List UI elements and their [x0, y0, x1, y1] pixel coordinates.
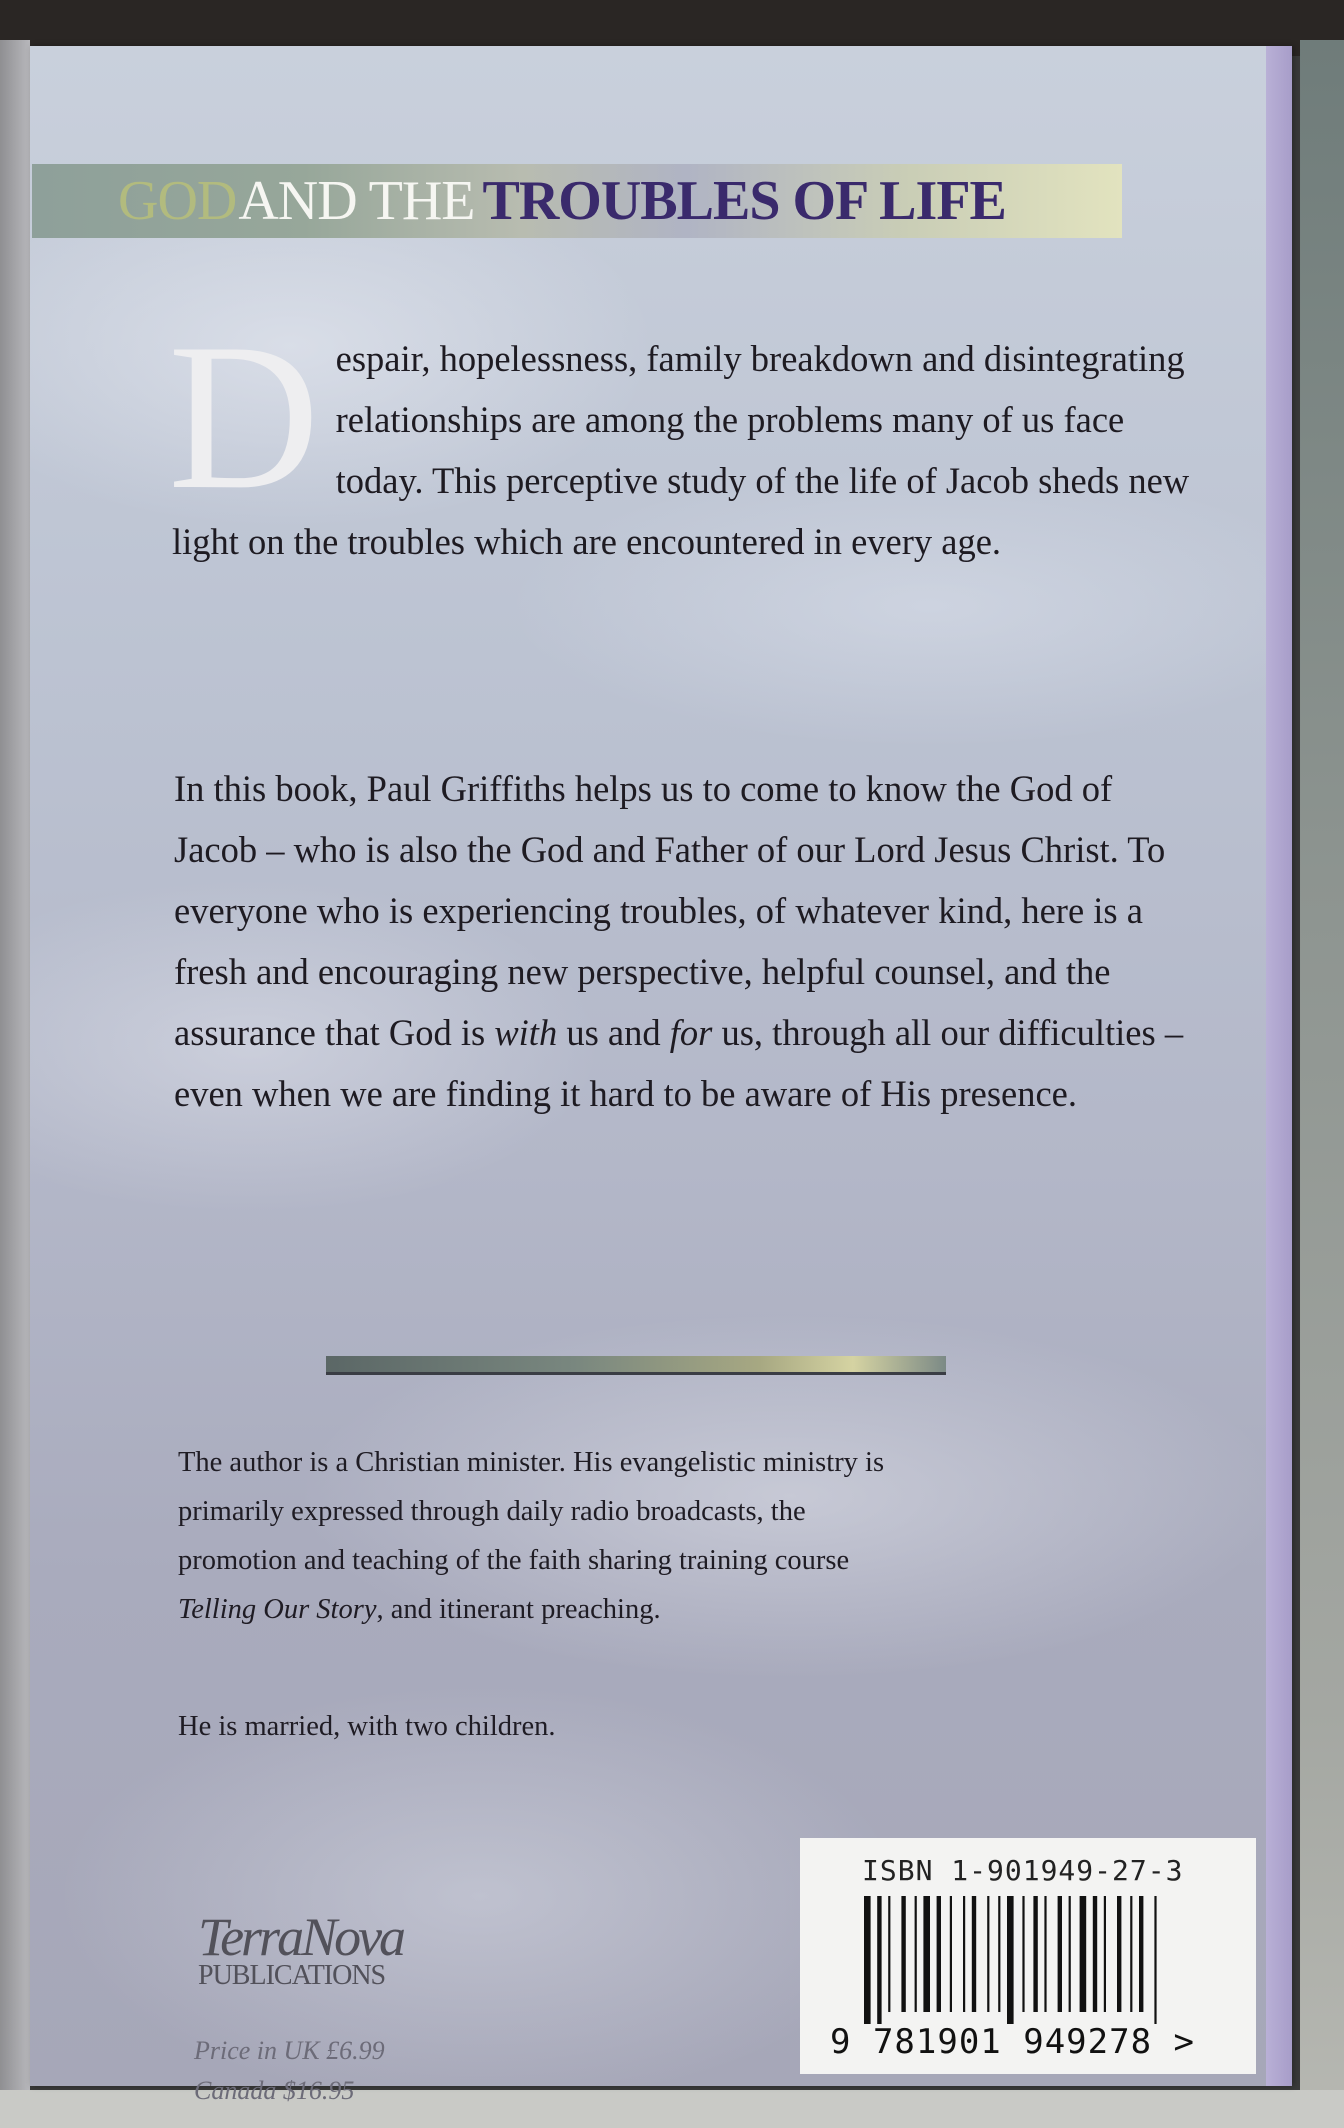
barcode-number: 9 781901 949278 >	[830, 2022, 1195, 2062]
author-bio	[178, 1438, 898, 1634]
barcode-bar	[1033, 1896, 1037, 2012]
publisher-logo	[198, 1907, 404, 1992]
barcode-bar	[972, 1896, 976, 2012]
barcode-bar	[1058, 1896, 1062, 2012]
barcode-bar	[1080, 1896, 1087, 2012]
author-bio-text: The author is a Christian minister. His evangelistic ministry is primarily expressed through daily radio broadcasts, the promotion and teaching of the faith sharing training course	[178, 1447, 885, 1576]
drop-cap: D	[168, 301, 320, 533]
barcode-bar	[923, 1896, 930, 2012]
spine-edge	[1266, 46, 1292, 2086]
background-left	[0, 40, 30, 2100]
isbn-text: ISBN 1-901949-27-3	[862, 1854, 1184, 1887]
blurb-paragraph-2-mid: us and	[557, 1012, 670, 1053]
emphasis-for: for	[669, 1012, 713, 1053]
blurb-paragraph-1-text: espair, hopelessness, family breakdown and disintegrating relationships are among the problems many of us face today. This perceptive study of the life of Jacob sheds new light on the troubles which are encountered in every age.	[172, 338, 1190, 562]
barcode-bar	[987, 1896, 989, 2012]
barcode-bar	[1044, 1896, 1046, 2012]
barcode-bar	[998, 1896, 1000, 2012]
barcode-bar	[901, 1896, 905, 2012]
price-canada: Canada $16.95	[194, 2076, 355, 2105]
decorative-divider	[326, 1356, 946, 1375]
title-words-troubles-of-life: TROUBLES OF LIFE	[482, 170, 1006, 232]
blurb-paragraph-2	[174, 758, 1194, 1124]
barcode-bar	[1022, 1896, 1024, 2012]
barcode-bar	[1093, 1896, 1097, 2012]
barcode-bar	[1104, 1896, 1106, 2012]
title-band	[32, 164, 1122, 238]
barcode-bar	[915, 1896, 917, 2012]
barcode-bar	[1007, 1896, 1014, 2024]
publisher-name: TerraNova	[198, 1907, 404, 1967]
barcode-bar	[963, 1896, 965, 2012]
barcode-bar	[864, 1896, 871, 2024]
barcode-panel	[800, 1838, 1256, 2074]
book-back-cover	[30, 46, 1292, 2105]
author-bio-end: , and itinerant preaching.	[376, 1594, 661, 1625]
barcode-bar	[888, 1896, 890, 2012]
barcode-bar	[877, 1896, 881, 2024]
barcode-bar	[950, 1896, 952, 2012]
blurb-paragraph-2-text: In this book, Paul Griffiths helps us to come to know the God of Jacob – who is also the God and Father of our Lord Jesus Christ. To everyone who is experiencing troubles, of whatever kind, here is a fresh and encouraging new perspective, helpful counsel, and the assurance that God is	[174, 768, 1166, 1053]
title-words-and-the: AND THE	[238, 170, 475, 232]
blurb-paragraph-2-end: us, through all our difficulties – even when we are finding it hard to be aware of His presence.	[174, 1012, 1184, 1114]
emphasis-with: with	[494, 1012, 558, 1053]
barcode-bar	[1130, 1896, 1132, 2012]
publisher-sub: PUBLICATIONS	[198, 1960, 386, 1991]
barcode-bar	[1139, 1896, 1143, 2012]
barcode-bar	[937, 1896, 941, 2012]
blurb-paragraph-1	[168, 301, 1192, 572]
barcode-bars	[864, 1896, 1194, 2024]
background-right	[1300, 40, 1344, 2128]
barcode-bar	[1117, 1896, 1121, 2012]
title-word-god: GOD	[118, 170, 237, 232]
barcode-bar	[1154, 1896, 1156, 2024]
course-title: Telling Our Story	[178, 1594, 377, 1625]
barcode-bar	[1069, 1896, 1071, 2012]
author-family: He is married, with two children.	[178, 1711, 556, 1742]
price-uk: Price in UK £6.99	[194, 2036, 385, 2065]
